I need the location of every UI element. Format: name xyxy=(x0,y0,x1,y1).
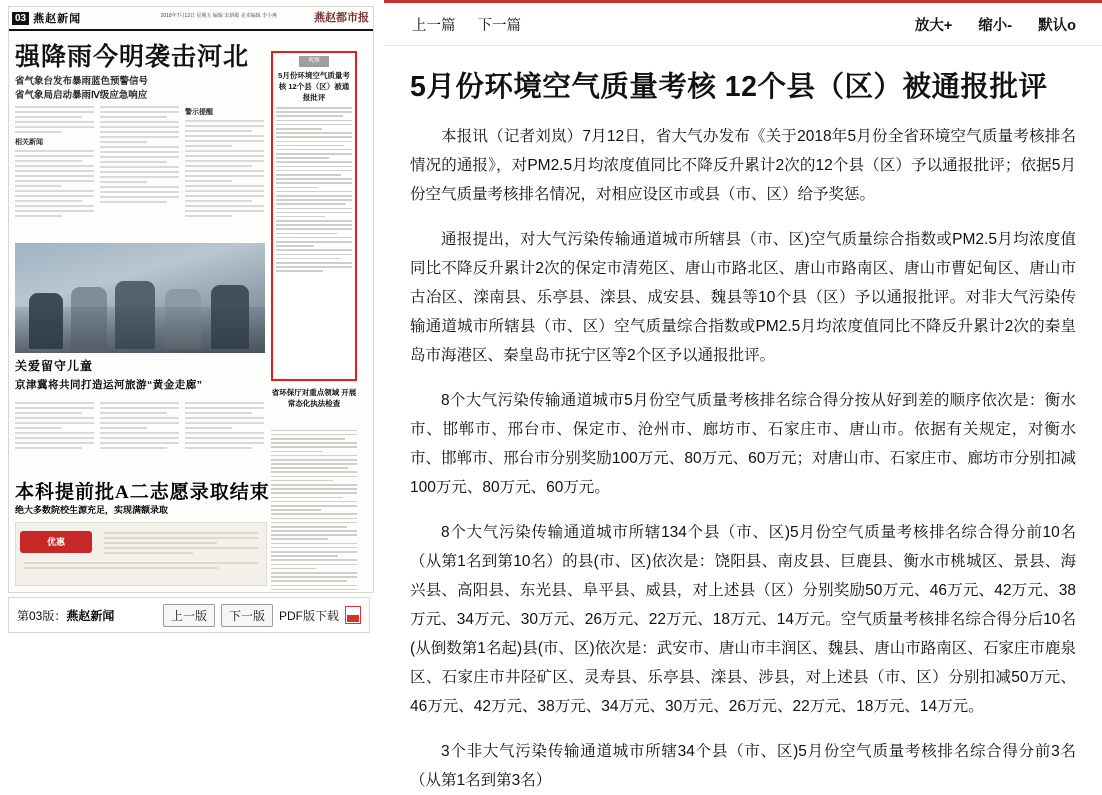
highlighted-article-title: 5月份环境空气质量考核 12个县（区）被通报批评 xyxy=(278,71,350,102)
masthead-brand: 燕赵都市报 xyxy=(314,12,369,24)
newspaper-text-columns-top xyxy=(15,103,265,220)
highlighted-article-region[interactable] xyxy=(271,51,357,381)
highlighted-article-body xyxy=(276,107,352,272)
newspaper-right-column-title: 省环保厅对重点领域 开展常态化执法检查 xyxy=(271,388,357,408)
newspaper-column xyxy=(100,103,179,220)
newspaper-column: 相关新闻 xyxy=(15,103,94,220)
newspaper-column xyxy=(100,399,179,452)
article-paragraph: 8个大气污染传输通道城市5月份空气质量考核排名综合得分按从好到差的顺序依次是：衡水市、邯郸市、邢台市、保定市、沧州市、廊坊市、石家庄市、唐山市。依据有关规定，对衡水市、邯郸市、邢台市分别奖励100万元、80万元、60万元；对唐山市、石家庄市、廊坊市分别扣减100万元、80万元、60万元。 xyxy=(410,392,1076,496)
newspaper-column: 警示提醒 xyxy=(185,103,264,220)
article-tag-badge: 观察 xyxy=(299,56,329,67)
newspaper-photo xyxy=(15,243,265,353)
zoom-out-button[interactable]: 缩小- xyxy=(978,17,1013,34)
newspaper-secondary-headline: 京津冀将共同打造运河旅游“黄金走廊” xyxy=(15,379,203,391)
article-pane xyxy=(384,0,1102,789)
newspaper-photo-caption: 关爱留守儿童 xyxy=(15,359,94,373)
newspaper-text-columns-mid xyxy=(15,399,265,452)
issue-name-text: 燕赵新闻 xyxy=(66,608,115,623)
newspaper-right-column-body xyxy=(271,427,357,593)
prev-page-button[interactable]: 上一版 xyxy=(163,604,215,627)
next-page-button[interactable]: 下一版 xyxy=(221,604,273,627)
newspaper-preview-pane xyxy=(0,0,384,638)
page-navigation-bar xyxy=(8,597,370,633)
article-paragraph: 本报讯（记者刘岚）7月12日，省大气办发布《关于2018年5月份全省环境空气质量考核排名情况的通报》，对PM2.5月均浓度值同比不降反升累计2次的12个县（区）予以通报批评；依据5月份空气质量考核排名情况，对相应设区市或县（市、区）给予奖惩。 xyxy=(410,128,1076,203)
article-paragraph: 通报提出，对大气污染传输通道城市所辖县（市、区)空气质量综合指数或PM2.5月均浓度值同比不降反升累计2次的保定市清苑区、唐山市路北区、唐山市路南区、唐山市曹妃甸区、唐山市古冶区、滦南县、乐亭县、滦县、成安县、魏县等10个县（区）予以通报批评。对非大气污染传输通道城市所辖县（市、区）空气质量综合指数或PM2.5月均浓度值同比不降反升累计2次的秦皇岛市海港区、秦皇岛市抚宁区等2个区予以通报批评。 xyxy=(410,231,1076,364)
zoom-default-button[interactable]: 默认o xyxy=(1038,17,1076,34)
article-paragraph: 3个非大气污染传输通道城市所辖34个县（市、区)5月份空气质量考核排名综合得分前3名（从第1名到第3名） xyxy=(410,743,1076,789)
article-title: 5月份环境空气质量考核 12个县（区）被通报批评 xyxy=(410,71,1048,103)
article-body xyxy=(410,122,1076,795)
pdf-icon[interactable] xyxy=(345,606,361,624)
prev-article-link[interactable]: 上一篇 xyxy=(412,17,456,34)
newspaper-page-image[interactable] xyxy=(8,6,374,593)
newspaper-advertisement xyxy=(15,522,267,586)
current-issue-label xyxy=(17,607,114,624)
ad-logo: 优惠 xyxy=(20,531,92,553)
newspaper-masthead xyxy=(9,7,373,31)
page-number-badge: 03 xyxy=(12,12,29,25)
article-toolbar xyxy=(384,0,1102,46)
page-section-name: 燕赵新闻 xyxy=(33,13,82,25)
newspaper-subline-2: 省气象局启动暴雨Ⅳ级应急响应 xyxy=(15,90,148,101)
newspaper-subline-1: 省气象台发布暴雨蓝色预警信号 xyxy=(15,76,149,87)
newspaper-main-headline: 强降雨今明袭击河北 xyxy=(15,44,250,71)
masthead-date: 2018年7月13日 星期五 编辑 宋新敏 美术编辑 李小燕 xyxy=(160,13,277,19)
newspaper-column xyxy=(15,399,94,452)
newspaper-column xyxy=(185,399,264,452)
zoom-in-button[interactable]: 放大+ xyxy=(914,17,953,34)
newspaper-subline-second: 绝大多数院校生源充足，实现满额录取 xyxy=(15,505,169,515)
pdf-download-link[interactable]: PDF版下载 xyxy=(278,608,339,623)
next-article-link[interactable]: 下一篇 xyxy=(477,17,521,34)
newspaper-headline-second: 本科提前批A二志愿录取结束 xyxy=(15,482,270,503)
article-paragraph: 8个大气污染传输通道城市所辖134个县（市、区)5月份空气质量考核排名综合得分前10名（从第1名到第10名）的县(市、区)依次是：饶阳县、南皮县、巨鹿县、衡水市桃城区、景县、海兴县、高阳县、东光县、阜平县、威县，对上述县（区）分别奖励50万元、46万元、42万元、38万元、34万元、30万元、26万元、22万元、18万元、14万元。空气质量考核排名综合得分后10名(从倒数第1名起)县(市、区)依次是：武安市、唐山市丰润区、魏县、唐山市路南区、石家庄市鹿泉区、石家庄市井陉矿区、灵寿县、乐亭县、滦县、涉县，对上述县（市、区）分别扣减50万元、46万元、42万元、38万元、34万元、30万元、26万元、22万元、18万元、14万元。 xyxy=(410,524,1076,715)
issue-label-text: 第03版： xyxy=(17,608,67,623)
